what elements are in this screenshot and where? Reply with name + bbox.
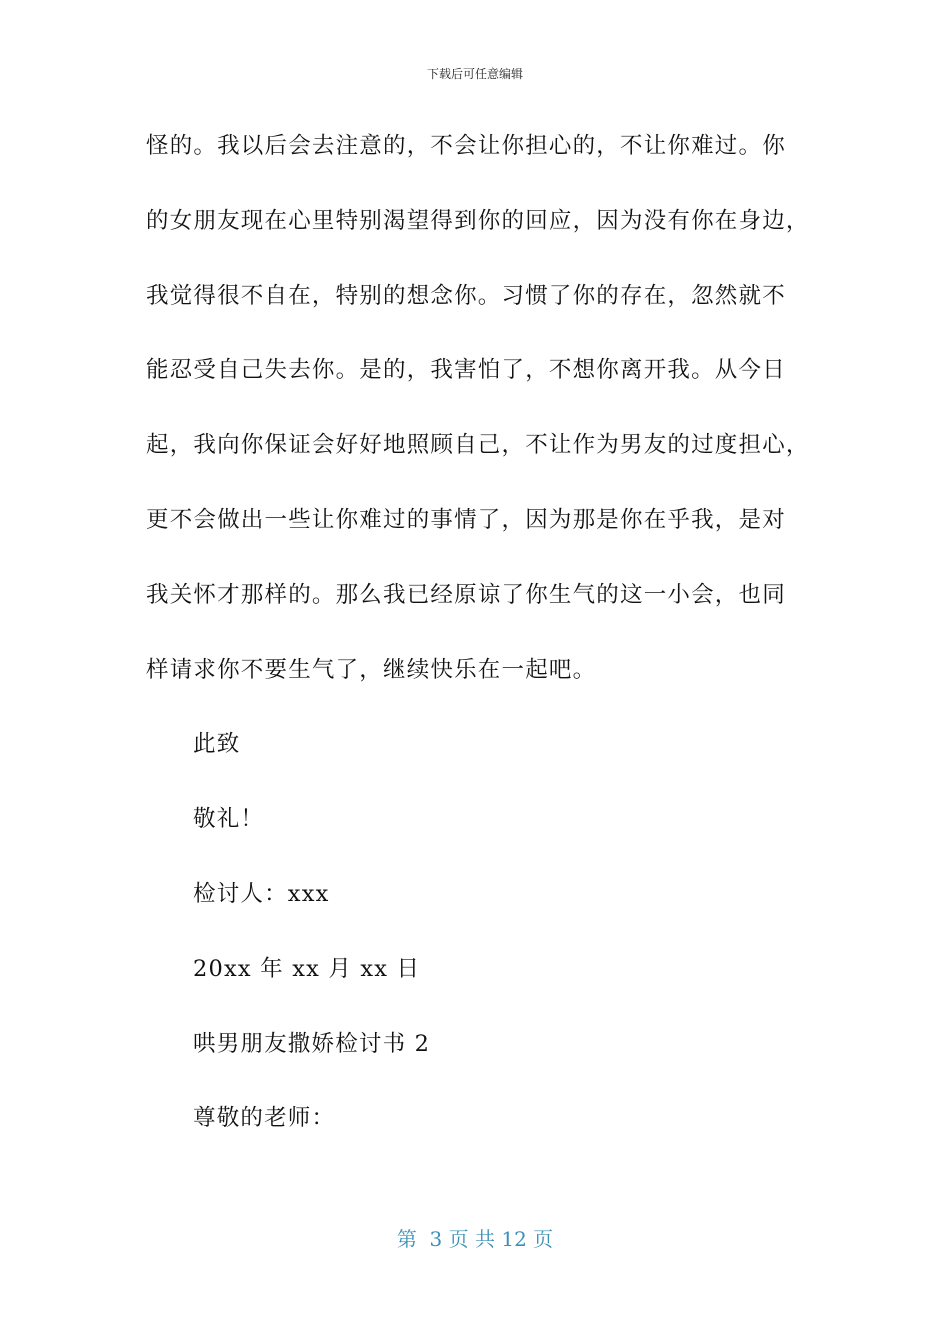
salute-line: 敬礼！ [193,806,265,833]
text-line: 我觉得很不自在，特别的想念你。习惯了你的存在，忽然就不 [146,282,786,309]
text-line: 起，我向你保证会好好地照顾自己，不让作为男友的过度担心， [146,432,810,459]
text-line: 我关怀才那样的。那么我已经原谅了你生气的这一小会，也同 [146,581,786,608]
greeting-line: 尊敬的老师： [193,1105,336,1132]
closing-line: 此致 [193,731,241,758]
text-line: 怪的。我以后会去注意的，不会让你担心的，不让你难过。你 [146,133,786,159]
document-body [146,128,826,1175]
page-header-note: 下载后可任意编辑 [426,67,523,81]
page-number: 第 3 页 共 12 页 [396,1227,554,1251]
text-line: 更不会做出一些让你难过的事情了，因为那是你在乎我，是对 [146,506,786,533]
date-line: 20xx 年 xx 月 xx 日 [193,955,421,982]
text-line: 的女朋友现在心里特别渴望得到你的回应，因为没有你在身边， [146,207,810,234]
text-line: 样请求你不要生气了，继续快乐在一起吧。 [146,656,597,683]
section-title: 哄男朋友撒娇检讨书 2 [193,1030,431,1057]
signer-line: 检讨人：xxx [193,880,330,907]
text-line: 能忍受自己失去你。是的，我害怕了，不想你离开我。从今日 [146,357,786,384]
